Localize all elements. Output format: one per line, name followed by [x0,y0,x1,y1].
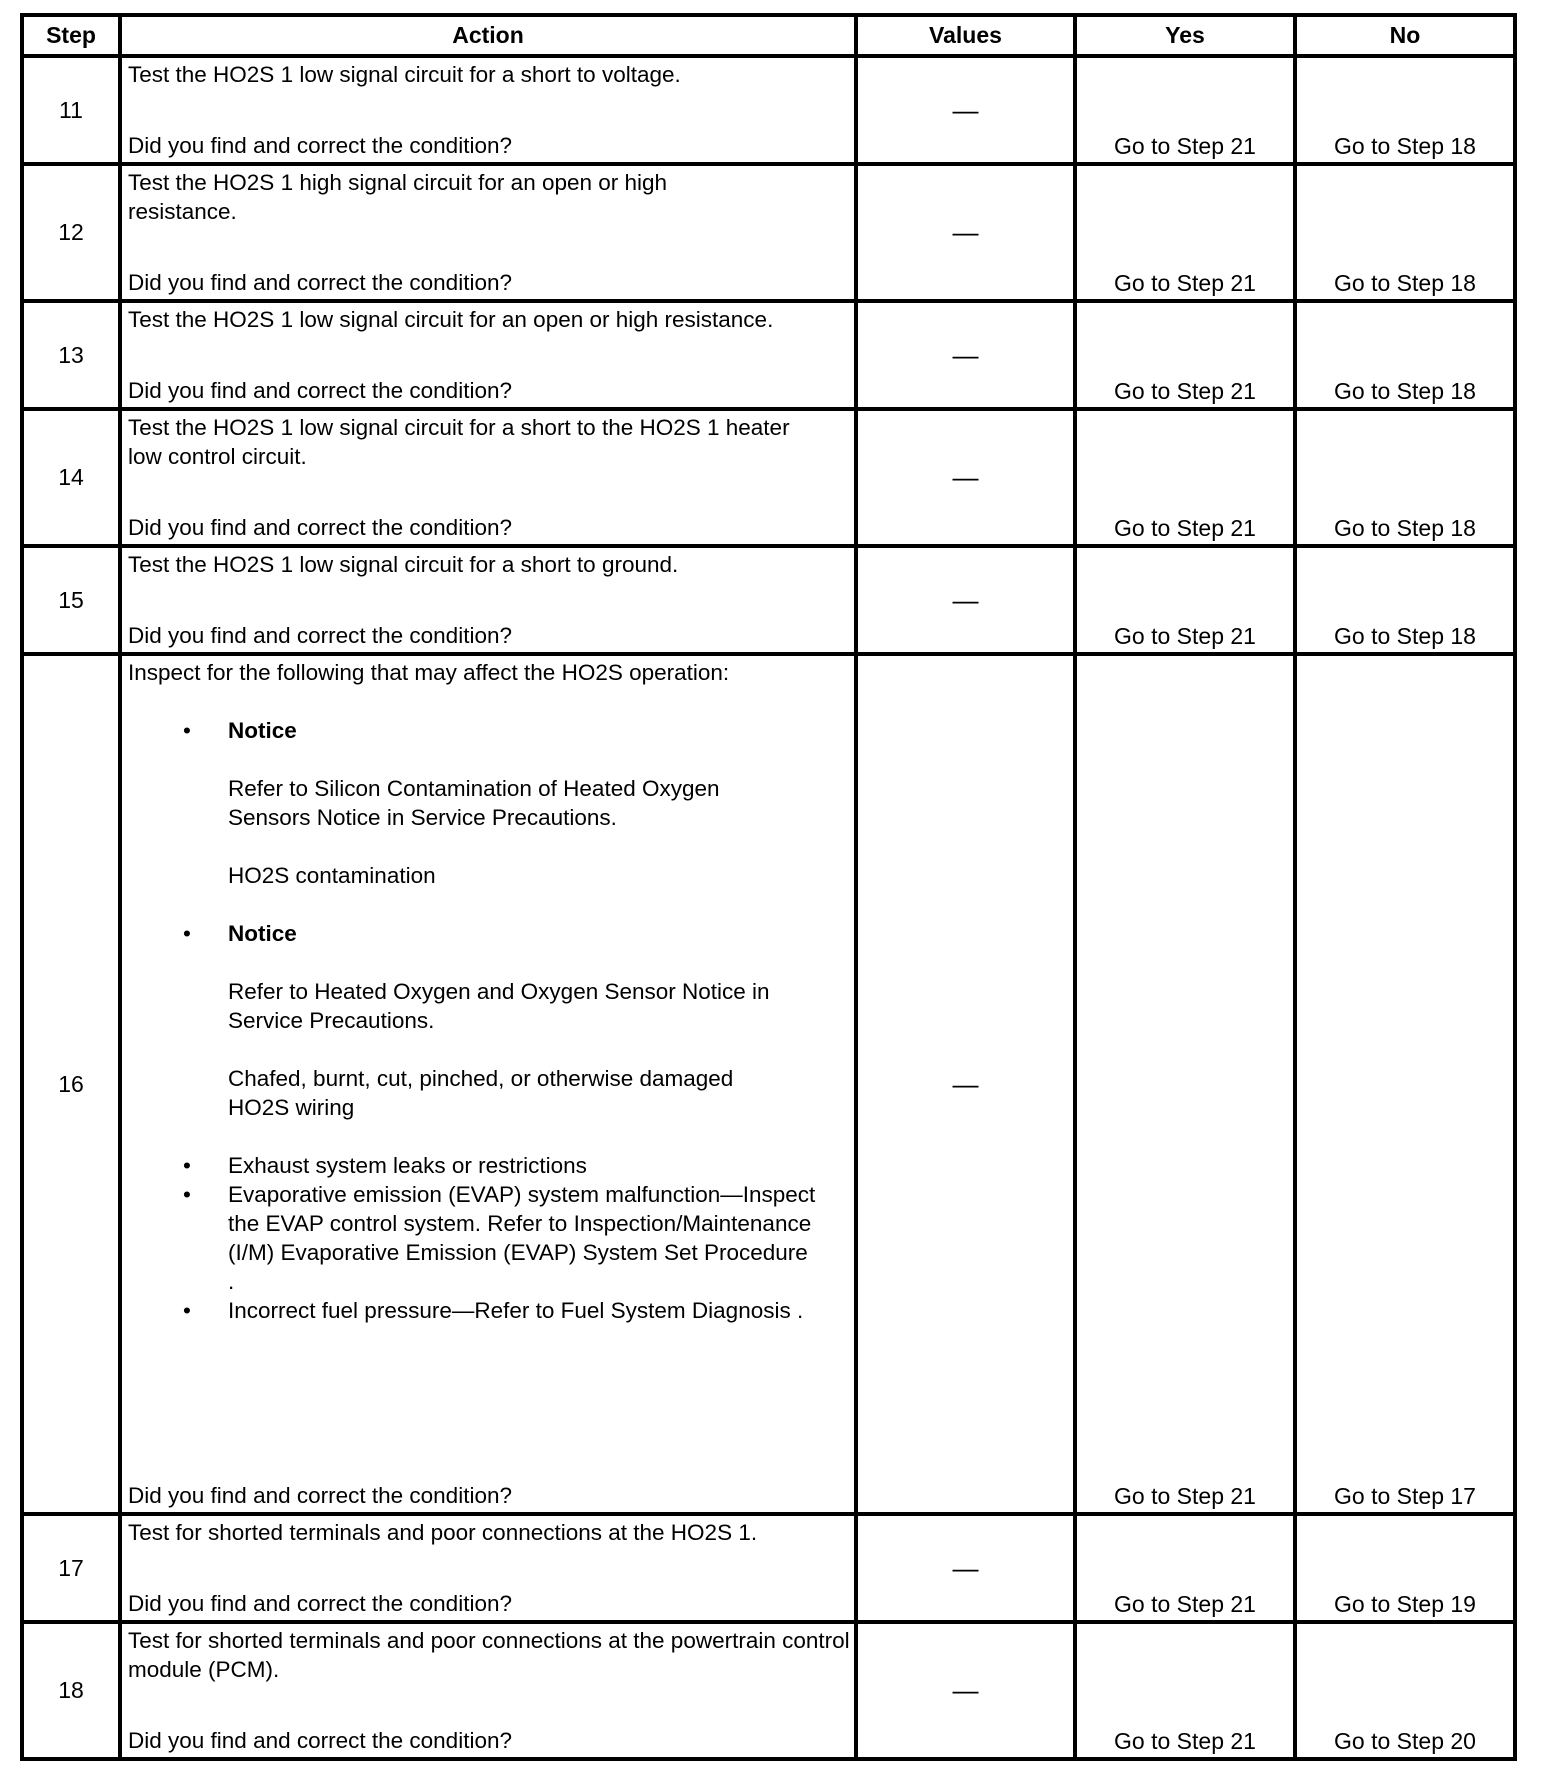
yes-cell [1075,546,1295,654]
value-cell: — [856,654,1075,1514]
action-question: Did you find and correct the condition? [128,270,512,295]
diagnostic-table [20,13,1517,1761]
value-cell: — [856,301,1075,409]
action-cell [120,1622,856,1759]
table-row [22,546,1515,654]
action-question: Did you find and correct the condition? [128,133,512,158]
yes-cell [1075,56,1295,164]
yes-cell [1075,164,1295,301]
notice-item: Chafed, burnt, cut, pinched, or otherwise damaged HO2S wiring [228,1066,734,1120]
action-text: Test for shorted terminals and poor connections at the powertrain control module (PCM). [128,1628,850,1682]
header-row [22,15,1515,56]
action-question: Did you find and correct the condition? [128,1483,512,1508]
header-yes: Yes [1075,15,1295,56]
yes-cell [1075,1622,1295,1759]
action-text: Test the HO2S 1 high signal circuit for an open or high resistance. [128,170,668,224]
list-item [128,1180,850,1296]
action-question: Did you find and correct the condition? [128,623,512,648]
yes-cell [1075,409,1295,546]
yes-link[interactable]: Go to Step 21 [1114,133,1256,159]
bullet-icon: • [183,921,191,946]
action-question: Did you find and correct the condition? [128,1591,512,1616]
value-cell: — [856,1622,1075,1759]
no-link[interactable]: Go to Step 20 [1334,1728,1476,1754]
no-cell [1295,56,1515,164]
no-cell [1295,1622,1515,1759]
notice-label: Notice [228,718,297,743]
yes-link[interactable]: Go to Step 21 [1114,378,1256,404]
action-text: Inspect for the following that may affect the HO2S operation: [128,660,730,685]
step-number: 16 [22,654,120,1514]
no-cell [1295,546,1515,654]
step-number: 18 [22,1622,120,1759]
list-item [128,919,850,1151]
step-number: 15 [22,546,120,654]
no-cell [1295,409,1515,546]
yes-link[interactable]: Go to Step 21 [1114,1591,1256,1617]
action-cell [120,409,856,546]
action-text-block [128,656,850,1325]
yes-cell [1075,654,1295,1514]
bullet-icon: • [183,1153,191,1178]
table-row [22,654,1515,1514]
action-cell [120,164,856,301]
action-cell [120,546,856,654]
action-cell [120,301,856,409]
value-cell: — [856,1514,1075,1622]
bullet-icon: • [183,1298,191,1323]
no-link[interactable]: Go to Step 18 [1334,270,1476,296]
no-cell [1295,164,1515,301]
value-cell: — [856,409,1075,546]
step-number: 14 [22,409,120,546]
yes-link[interactable]: Go to Step 21 [1114,270,1256,296]
no-link[interactable]: Go to Step 19 [1334,1591,1476,1617]
no-cell [1295,654,1515,1514]
action-cell [120,56,856,164]
yes-cell [1075,1514,1295,1622]
yes-link[interactable]: Go to Step 21 [1114,623,1256,649]
yes-link[interactable]: Go to Step 21 [1114,1728,1256,1754]
notice-text: Refer to Silicon Contamination of Heated Oxygen Sensors Notice in Service Precautions. [228,776,720,830]
step-number: 13 [22,301,120,409]
table-row [22,56,1515,164]
step-number: 17 [22,1514,120,1622]
value-cell: — [856,56,1075,164]
step-number: 12 [22,164,120,301]
list-item [128,1151,850,1180]
table-row [22,1622,1515,1759]
value-cell: — [856,546,1075,654]
table-row [22,301,1515,409]
action-question: Did you find and correct the condition? [128,1728,512,1753]
action-cell [120,1514,856,1622]
notice-text: Refer to Heated Oxygen and Oxygen Sensor Notice in Service Precautions. [228,979,770,1033]
action-text: Test the HO2S 1 low signal circuit for a short to ground. [128,552,679,577]
action-text: Test the HO2S 1 low signal circuit for an open or high resistance. [128,307,774,332]
bullet-text: Evaporative emission (EVAP) system malfunction—Inspect the EVAP control system. Refer to Inspection/Maintenance (I/M) Evaporative Emission (EVAP) System Set Procedure . [228,1182,816,1294]
action-text: Test for shorted terminals and poor connections at the HO2S 1. [128,1520,758,1545]
table-row [22,1514,1515,1622]
notice-item: HO2S contamination [228,863,436,888]
bullet-text: Exhaust system leaks or restrictions [228,1153,587,1178]
notice-list [128,716,850,1325]
yes-cell [1075,301,1295,409]
header-action: Action [120,15,856,56]
header-no: No [1295,15,1515,56]
bullet-text: Incorrect fuel pressure—Refer to Fuel System Diagnosis . [228,1298,804,1323]
no-link[interactable]: Go to Step 18 [1334,133,1476,159]
action-cell [120,654,856,1514]
value-cell: — [856,164,1075,301]
step-number: 11 [22,56,120,164]
bullet-icon: • [183,718,191,743]
action-text: Test the HO2S 1 low signal circuit for a short to the HO2S 1 heater low control circuit. [128,415,790,469]
table-row [22,164,1515,301]
yes-link[interactable]: Go to Step 21 [1114,1483,1256,1509]
action-question: Did you find and correct the condition? [128,515,512,540]
no-link[interactable]: Go to Step 18 [1334,623,1476,649]
yes-link[interactable]: Go to Step 21 [1114,515,1256,541]
no-link[interactable]: Go to Step 18 [1334,515,1476,541]
table-row [22,409,1515,546]
list-item [128,1296,850,1325]
no-link[interactable]: Go to Step 17 [1334,1483,1476,1509]
notice-label: Notice [228,921,297,946]
header-values: Values [856,15,1075,56]
bullet-icon: • [183,1182,191,1207]
action-question: Did you find and correct the condition? [128,378,512,403]
no-cell [1295,1514,1515,1622]
action-text: Test the HO2S 1 low signal circuit for a short to voltage. [128,62,681,87]
no-link[interactable]: Go to Step 18 [1334,378,1476,404]
header-step: Step [22,15,120,56]
no-cell [1295,301,1515,409]
list-item [128,716,850,919]
